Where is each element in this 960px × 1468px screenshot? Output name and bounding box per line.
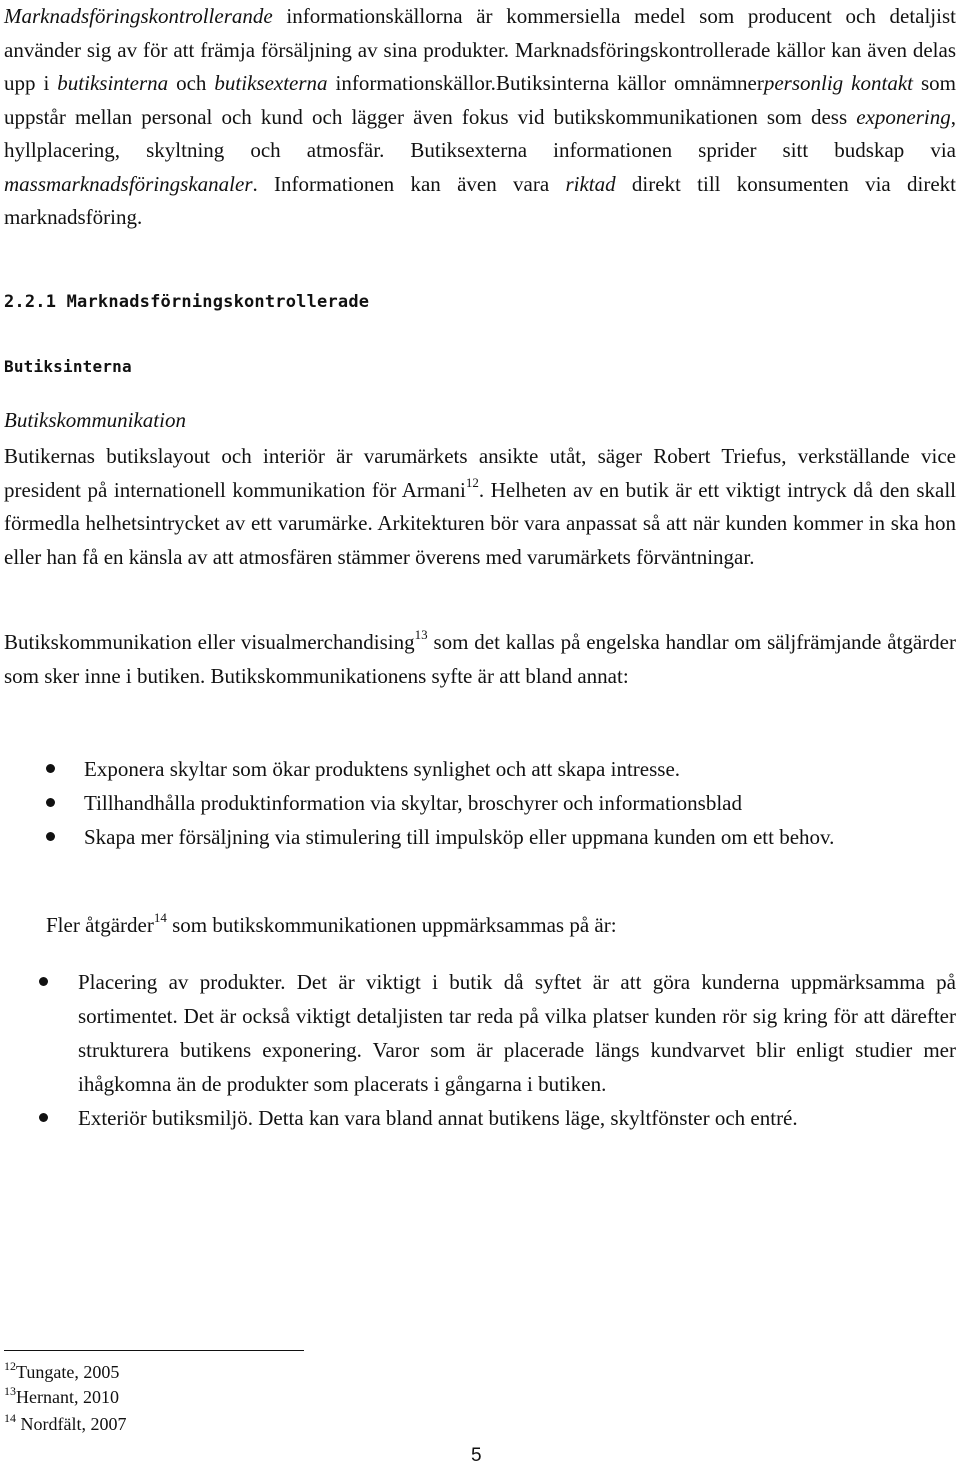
intro-term-7: riktad — [565, 171, 616, 196]
footnote-14 — [4, 1412, 126, 1436]
intro-term-3: butiksexterna — [214, 71, 328, 95]
paragraph-armani-text-a: Butikernas butikslayout och interiör är varumärkets ansikte utåt, säger Robert Triefus, verkställande vice president på internationell kommunikation för Armani — [4, 444, 956, 502]
list-item-text: Placering av produkter. Det är viktigt i butik då syftet är att göra kunderna uppmärksamma på sortimentet. Det är också viktigt detaljisten tar reda på vilka platser kunden rör sig kring för att därefter strukturera butikens exponering. Varor som är placerade längs kundvarvet blir enligt studier mer ihågkomna än de produkter som placerats i gångarna i butiken. — [78, 970, 956, 1096]
intro-text-2: och — [168, 71, 215, 95]
footnote-12 — [4, 1360, 119, 1384]
page-number: 5 — [471, 1445, 482, 1466]
intro-term-5: exponering — [856, 104, 951, 129]
footnote-ref-12[interactable]: 12 — [465, 474, 479, 490]
subheading-butikskommunikation: Butikskommunikation — [4, 408, 186, 432]
section-heading: 2.2.1 Marknadsförningskontrollerade — [4, 292, 370, 312]
footnote-number: 12 — [4, 1359, 16, 1373]
intro-term-4: personlig kontakt — [763, 71, 913, 95]
footnote-13 — [4, 1385, 119, 1409]
intro-paragraph — [4, 0, 956, 235]
paragraph-fler-text-b: som butikskommunikationen uppmärksammas på är: — [166, 913, 617, 937]
intro-text-6: , hyllplacering, skyltning och atmosfär. Butiksexterna informationen sprider sitt budskap via — [4, 104, 956, 162]
footnote-text: Tungate, 2005 — [16, 1362, 120, 1382]
footnote-ref-14[interactable]: 14 — [153, 910, 167, 925]
intro-text-5: som uppstår mellan personal och kund och lägger även fokus vid butikskommunikationen som dess — [4, 71, 956, 129]
intro-text-3: informationskällor. — [327, 71, 496, 95]
subheading-butiksinterna: Butiksinterna — [4, 357, 132, 376]
intro-term-1: Marknadsföringskontrollerande — [4, 4, 273, 28]
bullet-icon — [39, 977, 48, 986]
bullet-icon — [46, 764, 55, 773]
footnote-text: Hernant, 2010 — [16, 1387, 119, 1407]
intro-text-1: informationskällorna är kommersiella medel som producent och detaljist använder sig av för att främja försäljning av sina produkter. Marknadsföringskontrollerade källor kan även delas upp i — [4, 4, 956, 95]
paragraph-vm-text-b: som det kallas på engelska handlar om säljfrämjande åtgärder som sker inne i butiken. Butikskommunikationens syfte är att bland annat: — [4, 630, 956, 688]
list-item-text: Exponera skyltar som ökar produktens synlighet och att skapa intresse. — [84, 757, 681, 781]
paragraph-fler-text-a: Fler åtgärder — [46, 913, 154, 937]
paragraph-vm-text-a: Butikskommunikation eller visualmerchandising — [4, 630, 415, 654]
bullet-list-purposes — [84, 752, 956, 854]
list-item — [84, 752, 956, 786]
list-item-text: Tillhandhålla produktinformation via skyltar, broschyrer och informationsblad — [84, 791, 743, 815]
paragraph-armani-text-b: . Helheten av en butik är ett viktigt intryck då den skall förmedla helhetsintrycket av ett varumärke. Arkitekturen bör vara anpassat så att när kunden kommer in ska hon eller han få en känsla av att atmosfären stämmer överens med varumärkets förväntningar. — [4, 477, 956, 569]
list-item — [84, 786, 956, 820]
footnote-divider — [4, 1350, 304, 1351]
paragraph-armani — [4, 440, 956, 574]
footnote-number: 14 — [4, 1411, 16, 1425]
list-item-text: Skapa mer försäljning via stimulering till impulsköp eller uppmana kunden om ett behov. — [84, 825, 835, 849]
footnote-text: Nordfält, 2007 — [16, 1414, 127, 1434]
paragraph-visualmerchandising — [4, 626, 956, 693]
bullet-icon — [39, 1113, 48, 1122]
list-item-text: Exteriör butiksmiljö. Detta kan vara bland annat butikens läge, skyltfönster och entré. — [78, 1106, 798, 1130]
list-item — [78, 965, 956, 1101]
bullet-icon — [46, 798, 55, 807]
list-item — [78, 1101, 956, 1135]
paragraph-fler-atgarder — [46, 909, 956, 943]
footnote-number: 13 — [4, 1384, 16, 1398]
bullet-icon — [46, 832, 55, 841]
intro-term-6: massmarknadsföringskanaler — [4, 171, 253, 196]
bullet-list-measures — [78, 965, 956, 1135]
list-item — [84, 820, 956, 854]
intro-text-8: direkt till konsumenten via direkt marknadsföring. — [4, 171, 956, 229]
intro-text-4: Butiksinterna källor omnämner — [495, 71, 764, 95]
intro-text-7: . Informationen kan även vara — [252, 171, 566, 196]
intro-term-2: butiksinterna — [57, 71, 169, 95]
footnote-ref-13[interactable]: 13 — [414, 627, 428, 642]
